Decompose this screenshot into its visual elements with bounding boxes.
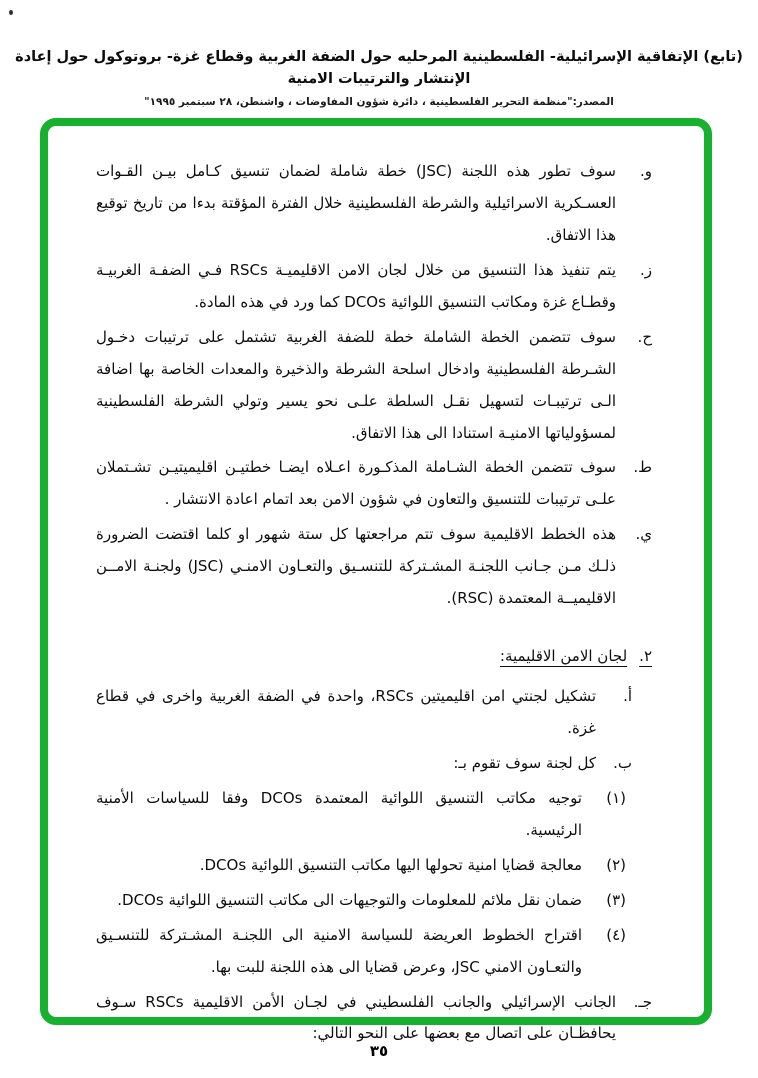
item-marker: ب.: [613, 753, 632, 772]
item-text: سوف تتضمن الخطة الشـاملة المذكـورة اعـلاه ايضـا خطتيـن اقليميتيـن تشـتملان علـى ترتيبات للتنسيق والتعاون في شؤون الامن بعد اتمام اعادة الانتشار .: [96, 458, 616, 509]
green-content-frame: [40, 118, 712, 1043]
section-heading-regional-security-committees: [96, 641, 652, 673]
section-number: ٢.: [639, 647, 652, 666]
list-item-jim: [96, 987, 652, 1051]
item-marker: ط.: [633, 458, 652, 477]
item-marker: ز.: [639, 260, 652, 279]
list-item-tah: [96, 452, 652, 516]
item-text: كل لجنة سوف تقوم بـ:: [453, 753, 596, 772]
list-item-waw: [96, 156, 652, 252]
item-text: الجانب الإسرائيلي والجانب الفلسطيني في لجـان الأمن الاقليمية RSCs سـوف يحافظـان على اتصال مع بعضها على النحو التالي:: [96, 992, 616, 1043]
numbered-item-3: [96, 885, 652, 917]
scan-speckle: [9, 10, 13, 15]
document-source: المصدر:"منظمة التحرير الفلسطينية ، دائرة شؤون المفاوضات ، واشنطن، ٢٨ سبتمبر ١٩٩٥": [144, 95, 614, 108]
item-marker: (٣): [606, 890, 626, 909]
item-text: تشكيل لجنتي امن اقليميتين RSCs، واحدة في الضفة الغربية واخرى في قطاع غزة.: [96, 687, 596, 737]
item-text: سوف تتضمن الخطة الشاملة خطة للضفة الغربية تشتمل على ترتيبات دخـول الشـرطة الفلسطينية وادخال اسلحة الشرطة والذخيرة والمعدات الخاصة بها اضافة الـى ترتيبـات لتسهيل نقـل السلطة علـى نحو يسير وتولي الشرطة الفلسطينية لمسؤولياتها الامنيـة استنادا الى هذا الاتفاق.: [96, 327, 616, 442]
item-text: معالجة قضايا امنية تحولها اليها مكاتب التنسيق اللوائية DCOs.: [199, 855, 582, 874]
document-header: [10, 46, 748, 108]
item-marker: و.: [639, 162, 652, 180]
numbered-item-2: [96, 850, 652, 882]
item-marker: ي.: [635, 525, 652, 544]
item-marker: (٢): [606, 855, 626, 874]
sub-item-bah: [96, 748, 652, 780]
list-item-hah: [96, 322, 652, 450]
list-item-zay: [96, 255, 652, 319]
item-text: هذه الخطط الاقليمية سوف تتم مراجعتها كل ستة شهور او كلما اقتضت الضرورة ذلـك مـن جـانب اللجنـة المشـتركة للتنسـيق والتعـاون الامنـي (JSC) ولجنـة الامــن الاقليميــة المعتمدة (RSC).: [96, 525, 617, 608]
document-title: (تابع) الإتفاقية الإسرائيلية- الفلسطينية المرحليه حول الضفة الغربية وقطاع غزة- بروتوكول حول إعادة الإنتشار والترتيبات الامنية: [15, 49, 743, 88]
numbered-item-1: [96, 783, 652, 847]
item-marker: (١): [606, 788, 626, 807]
document-body: [48, 126, 704, 1050]
item-marker: (٤): [606, 925, 626, 944]
numbered-item-4: [96, 920, 652, 984]
sub-item-alif: [96, 681, 652, 745]
item-text: يتم تنفيذ هذا التنسيق من خلال لجان الامن الاقليميـة RSCs فـي الضفـة الغربيـة وقطـاع غزة ومكاتب التنسيق اللوائية DCOs كما ورد في هذه المادة.: [96, 260, 616, 311]
list-item-yah: [96, 519, 652, 615]
item-text: اقتراح الخطوط العريضة للسياسة الامنية الى اللجنـة المشـتركة للتنسـيق والتعـاون الامني JSC، وعرض قضايا الى هذه اللجنة للبت بها.: [96, 925, 582, 976]
page-number: ٣٥: [369, 1042, 389, 1060]
item-text: ضمان نقل ملائم للمعلومات والتوجيهات الى مكاتب التنسيق اللوائية DCOs.: [117, 890, 582, 909]
item-marker: ح.: [637, 327, 652, 346]
item-text: توجيه مكاتب التنسيق اللوائية المعتمدة DCOs وفقا للسياسات الأمنية الرئيسية.: [96, 788, 582, 839]
item-marker: جـ.: [633, 992, 652, 1011]
item-marker: أ.: [623, 687, 632, 706]
section-title: لجان الامن الاقليمية:: [499, 647, 628, 666]
item-text: سوف تطور هذه اللجنة (JSC) خطة شاملة لضمان تنسيق كـامل بيـن القـوات العسـكرية الاسرائيلية والشرطة الفلسطينية خلال الفترة المؤقتة بدءا من تاريخ توقيع هذا الاتفاق.: [96, 162, 616, 244]
